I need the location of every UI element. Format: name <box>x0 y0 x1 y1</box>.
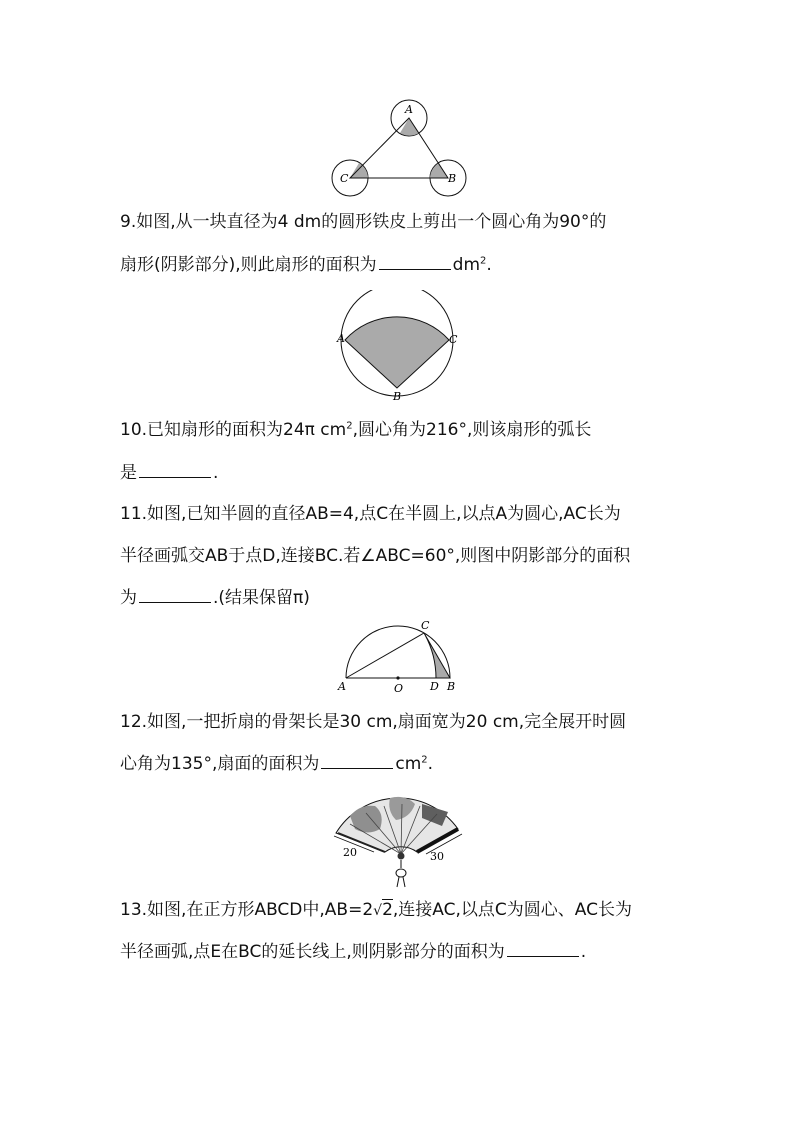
label-c: C <box>421 619 430 632</box>
label-c: C <box>340 172 349 185</box>
q12-end: . <box>427 754 434 774</box>
q10-line2-pre: 是 <box>120 463 137 483</box>
q12-line2 <box>120 752 433 776</box>
q11-line3-pre: 为 <box>120 588 137 608</box>
q9-end: . <box>486 255 492 275</box>
label-a: A <box>405 103 413 116</box>
q12-unit-sup: 2 <box>421 754 428 766</box>
q12-unit: cm <box>395 754 422 774</box>
figure-folding-fan <box>330 784 470 888</box>
q13-answer-blank[interactable] <box>507 940 579 957</box>
q10-line1 <box>120 418 591 442</box>
label-o: O <box>394 682 404 694</box>
q9-unit-sup: 2 <box>480 255 487 267</box>
label-a: A <box>338 680 346 693</box>
label-length: 30 <box>430 850 444 863</box>
q10-sup: 2 <box>346 420 353 432</box>
label-c: C <box>449 333 458 346</box>
figure-circle-sector <box>335 290 460 402</box>
label-d: D <box>430 680 439 693</box>
label-b: B <box>393 390 402 402</box>
q13-line2-pre: 半径画弧,点E在BC的延长线上,则阴影部分的面积为 <box>120 942 505 962</box>
q11-line2: 半径画弧交AB于点D,连接BC.若∠ABC=60°,则图中阴影部分的面积 <box>120 546 631 566</box>
q9-line2 <box>120 253 492 277</box>
q10-line2 <box>120 461 218 485</box>
q12-line2-pre: 心角为135°,扇面的面积为 <box>120 754 320 774</box>
q12-answer-blank[interactable] <box>321 752 393 769</box>
q13-line1-post: ,连接AC,以点C为圆心、AC长为 <box>392 900 632 920</box>
q9-answer-blank[interactable] <box>379 253 451 270</box>
q10-end: . <box>213 463 219 483</box>
q11-line3-post: .(结果保留π) <box>213 588 310 608</box>
q13-line2 <box>120 940 586 964</box>
q11-line1: 11.如图,已知半圆的直径AB=4,点C在半圆上,以点A为圆心,AC长为 <box>120 504 621 524</box>
label-b: B <box>447 680 456 693</box>
q10-text-post: ,圆心角为216°,则该扇形的弧长 <box>352 420 592 440</box>
label-a: A <box>337 332 345 345</box>
q11-answer-blank[interactable] <box>139 586 211 603</box>
label-width: 20 <box>343 846 357 859</box>
q13-radical: √ <box>373 903 383 919</box>
q12-line1: 12.如图,一把折扇的骨架长是30 cm,扇面宽为20 cm,完全展开时圆 <box>120 712 627 732</box>
figure-semicircle <box>335 618 460 694</box>
q9-text: 扇形(阴影部分),则此扇形的面积为 <box>120 255 377 275</box>
q13-end: . <box>580 942 587 962</box>
q9-line1: 9.如图,从一块直径为4 dm的圆形铁皮上剪出一个圆心角为90°的 <box>120 212 607 232</box>
q10-text-pre: 10.已知扇形的面积为24π cm <box>120 420 347 440</box>
figure-triangle-circles <box>328 96 468 200</box>
q13-radicand: 2 <box>382 900 393 920</box>
q13-line1-pre: 13.如图,在正方形ABCD中,AB=2 <box>120 900 374 920</box>
q10-answer-blank[interactable] <box>139 461 211 478</box>
label-b: B <box>448 172 457 185</box>
q13-line1 <box>120 898 632 923</box>
q11-line3 <box>120 586 310 610</box>
q9-unit: dm <box>452 255 481 275</box>
